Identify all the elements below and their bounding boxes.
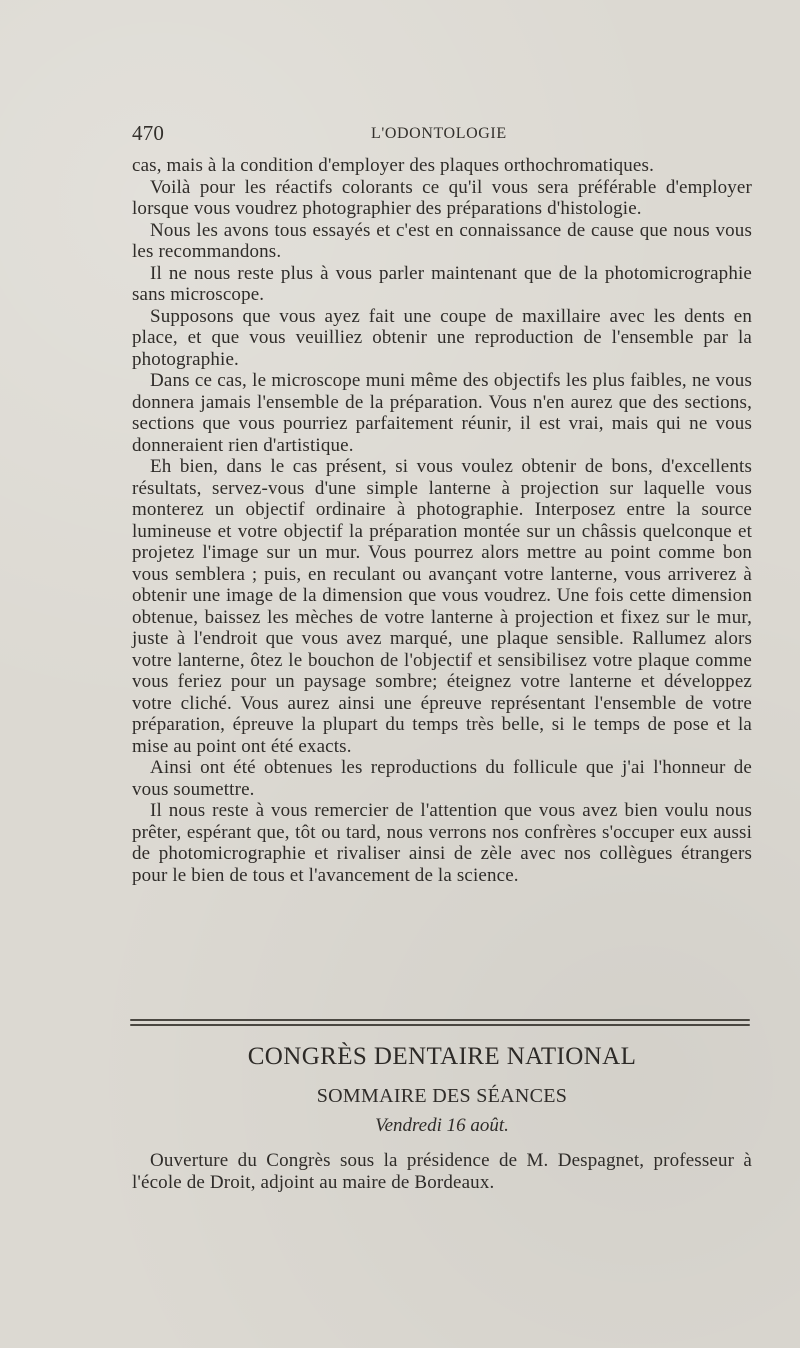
section-subtitle: SOMMAIRE DES SÉANCES xyxy=(316,1085,568,1107)
paragraph-2: Voilà pour les réactifs colorants ce qu'il vous sera préférable d'employer lorsque vous voudrez photographier des préparations d'histologie. xyxy=(132,176,752,219)
journal-title: L'ODONTOLOGIE xyxy=(371,125,507,142)
divider-line-bottom xyxy=(130,1024,750,1026)
paragraph-8: Ainsi ont été obtenues les reproductions du follicule que j'ai l'honneur de vous soumettre. xyxy=(132,757,752,800)
section-title: CONGRÈS DENTAIRE NATIONAL xyxy=(247,1043,637,1070)
paragraph-4: Il ne nous reste plus à vous parler maintenant que de la photomicrographie sans microscope. xyxy=(132,262,752,305)
section-paragraph: Ouverture du Congrès sous la présidence de M. Despagnet, professeur à l'école de Droit, adjoint au maire de Bordeaux. xyxy=(132,1150,752,1193)
section-date: Vendredi 16 août. xyxy=(375,1115,509,1136)
paragraph-6: Dans ce cas, le microscope muni même des objectifs les plus faibles, ne vous donnera jamais l'ensemble de la préparation. Vous n'en aurez que des sections, sections que vous pourriez parfaitement réunir, il est vrai, mais qui ne vous donneraient rien d'artistique. xyxy=(132,370,752,456)
section-divider xyxy=(130,1017,750,1029)
section-body xyxy=(132,1150,752,1193)
article-body xyxy=(132,155,752,886)
paragraph-9: Il nous reste à vous remercier de l'attention que vous avez bien voulu nous prêter, espérant que, tôt ou tard, nous verrons nos confrères s'occuper eux aussi de photomicrographie et rivaliser ainsi de zèle avec nos collègues étrangers pour le bien de tous et l'avancement de la science. xyxy=(132,800,752,886)
paragraph-7: Eh bien, dans le cas présent, si vous voulez obtenir de bons, d'excellents résultats, servez-vous d'une simple lanterne à projection sur laquelle vous monterez un objectif ordinaire à photographie. Interposez entre la source lumineuse et votre objectif la préparation montée sur un châssis quelconque et projetez l'image sur un mur. Vous pourrez alors mettre au point comme bon vous semblera ; puis, en reculant ou avançant votre lanterne, vous arriverez à obtenir une image de la dimension que vous voudrez. Une fois cette dimension obtenue, baissez les mèches de votre lanterne à projection et fixez sur le mur, juste à l'endroit que vous avez marqué, une plaque sensible. Rallumez alors votre lanterne, ôtez le bouchon de l'objectif et sensibilisez votre plaque comme vous feriez pour un paysage sombre; éteignez votre lanterne et développez votre cliché. Vous aurez ainsi une épreuve représentant l'ensemble de votre préparation, épreuve la plupart du temps très belle, si le temps de pose et la mise au point ont été exacts. xyxy=(132,456,752,757)
paragraph-3: Nous les avons tous essayés et c'est en connaissance de cause que nous vous les recommandons. xyxy=(132,219,752,262)
paragraph-5: Supposons que vous ayez fait une coupe de maxillaire avec les dents en place, et que vous veuilliez obtenir une reproduction de l'ensemble par la photographie. xyxy=(132,305,752,370)
paragraph-1: cas, mais à la condition d'employer des plaques orthochromatiques. xyxy=(132,155,654,176)
page-number: 470 xyxy=(132,121,165,145)
running-head xyxy=(132,121,752,151)
divider-line-top xyxy=(130,1019,750,1021)
